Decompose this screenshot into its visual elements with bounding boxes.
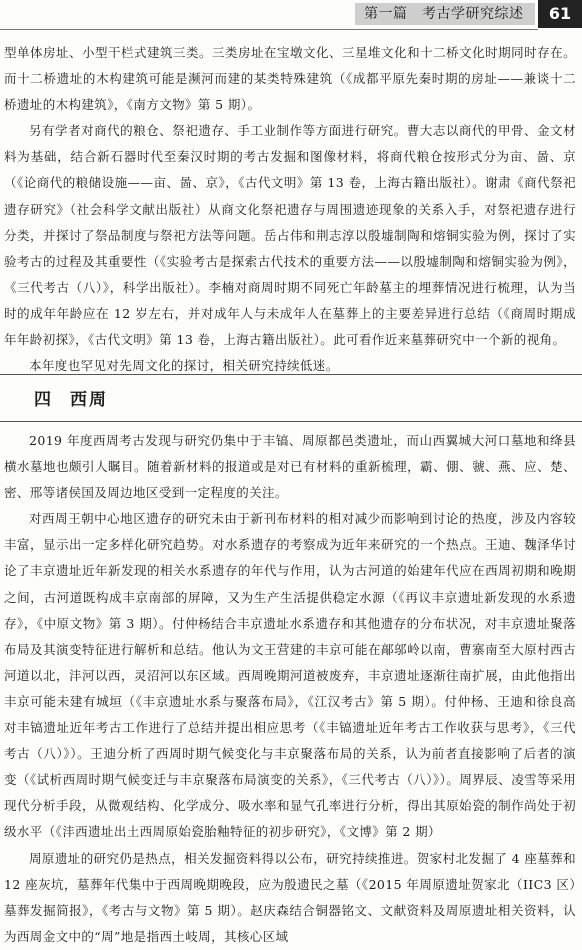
body-text-top [4, 40, 576, 379]
paragraph: 本年度也罕见对先周文化的探讨，相关研究持续低迷。 [29, 358, 339, 374]
header-rule [0, 29, 538, 30]
section-title: 西周 [70, 390, 108, 410]
paragraph: 2019 年度西周考古发现与研究仍集中于丰镐、周原都邑类遗址，而山西翼城大河口墓地和绛县横水墓地也颇引人瞩目。随着新材料的报道或是对已有材料的重新梳理，霸、倗、虢、燕、应、楚、密、邢等诸侯国及周边地区受到一定程度的关注。 [4, 433, 576, 501]
running-header [0, 0, 582, 28]
section-number: 四 [34, 390, 52, 410]
section-heading [0, 374, 582, 422]
running-title: 第一篇 考古学研究综述 [364, 6, 524, 22]
body-text-bottom [4, 428, 576, 950]
paragraph: 型单体房址、小型干栏式建筑三类。三类房址在宝墩文化、三星堆文化和十二桥文化时期同时存在。而十二桥遗址的木构建筑可能是濒河而建的某类特殊建筑（《成都平原先秦时期的房址——兼谈十二桥遗址的木构建筑》，《南方文物》第 5 期）。 [4, 45, 576, 113]
paragraph: 另有学者对商代的粮仓、祭祀遗存、手工业制作等方面进行研究。曹大志以商代的甲骨、金文材料为基础，结合新石器时代至秦汉时期的考古发掘和图像材料，将商代粮仓按形式分为亩、啚、京（《论商代的粮储设施——亩、啚、京》，《古代文明》第 13 卷，上海古籍出版社）。谢肃《商代祭祀遗存研究》（社会科学文献出版社）从商文化祭祀遗存与周围遗迹现象的关系入手，对祭祀遗存进行分类，并探讨了祭品制度与祭祀方法等问题。岳占伟和荆志淳以殷墟制陶和熔铜实验为例，探讨了实验考古的过程及其重要性（《实验考古是探索古代技术的重要方法——以殷墟制陶和熔铜实验为例》，《三代考古（八）》，科学出版社）。李楠对商周时期不同死亡年龄墓主的埋葬情况进行梳理，认为当时的成年年龄应在 12 岁左右，并对成年人与未成年人在墓葬上的主要差异进行总结（《商周时期成年年龄初探》，《古代文明》第 13 卷，上海古籍出版社）。此可看作近来墓葬研究中一个新的视角。 [4, 123, 576, 348]
page-number: 61 [538, 0, 582, 28]
paragraph: 周原遗址的研究仍是热点，相关发掘资料得以公布，研究持续推进。贺家村北发掘了 4 座墓葬和 12 座灰坑，墓葬年代集中于西周晚期晚段，应为殷遗民之墓（《2015 年周原遗址贺家北（IIC3 区）墓葬发掘简报》，《考古与文物》第 5 期）。赵庆森结合铜器铭文、文献资料及周原遗址相关资料，认为西周金文中的“周”地是指西土岐周，其核心区域 [4, 850, 576, 944]
paragraph: 对西周王朝中心地区遗存的研究未由于新刊布材料的相对减少而影响到讨论的热度，涉及内容较丰富，显示出一定多样化研究趋势。对水系遗存的考察成为近年来研究的一个热点。王迪、魏泽华讨论了丰京遗址近年新发现的相关水系遗存的年代与作用，认为古河道的始建年代应在西周初期和晚期之间，古河道既构成丰京南部的屏障，又为生产生活提供稳定水源（《再议丰京遗址新发现的水系遗存》，《中原文物》第 3 期）。付仲杨结合丰京遗址水系遗存和其他遗存的分布状况，对丰京遗址聚落布局及其演变特征进行解析和总结。他认为文王营建的丰京可能在鄗邬岭以南，曹寨南至大原村西古河道以北，沣河以西，灵沼河以东区域。西周晚期河道被废弃，丰京遗址逐渐往南扩展，由此他指出丰京可能未建有城垣（《丰京遗址水系与聚落布局》，《江汉考古》第 5 期）。付仲杨、王迪和徐良高对丰镐遗址近年考古工作进行了总结并提出相应思考（《丰镐遗址近年考古工作收获与思考》，《三代考古（八）》）。王迪分析了西周时期气候变化与丰京聚落布局的关系，认为前者直接影响了后者的演变（《试析西周时期气候变迁与丰京聚落布局演变的关系》，《三代考古（八）》）。周界辰、凌雪等采用现代分析手段，从微观结构、化学成分、吸水率和显气孔率进行分析，得出其原始瓷的制作尚处于初级水平（《沣西遗址出土西周原始瓷胎釉特征的初步研究》，《文博》第 2 期） [4, 511, 576, 840]
